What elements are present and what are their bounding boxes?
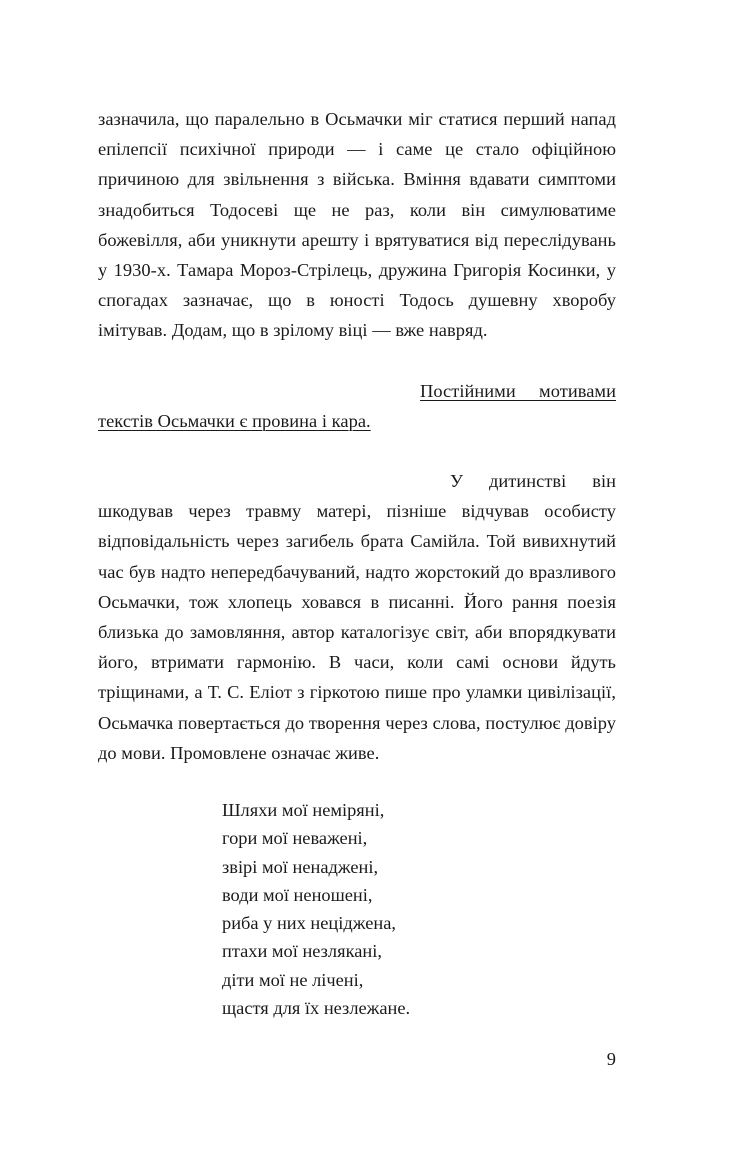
poem-line: Шляхи мої неміряні,: [222, 800, 385, 820]
poem-line: риба у них неціджена,: [222, 913, 396, 934]
paragraph-body-3: У дитинстві він шкодував через травму матері, пізніше відчував особисту відповідальність через загибель брата Самійла. Той вивихнутий час був надто непередбачуваний, надто жорстокий до вразливого Осьмачки, тож хлопець ховався в писанні. Його рання поезія близька до замовляння, автор каталогізує світ, аби впорядкувати його, втримати гармонію. В часи, коли самі основи йдуть тріщинами, а Т. С. Еліот з гіркотою пише про уламки цивілізації, Осьмачка повертається до творення через слова, постулює довіру до мови. Промовлене означає живе.: [98, 471, 616, 763]
page-number: 9: [606, 1049, 616, 1069]
poem-line: діти мої не лічені,: [222, 969, 364, 990]
underlined-statement: Постійними мотивами текстів Осьмачки є провина і кара.: [98, 380, 616, 431]
poem-line: щастя для їх незлежане.: [222, 998, 411, 1019]
poem-block: [222, 796, 622, 1022]
paragraph-body-2-underlined: [98, 376, 616, 436]
poem-line: птахи мої незлякані,: [222, 941, 382, 962]
poem-line: води мої неношені,: [222, 884, 373, 905]
poem-line: гори мої неважені,: [222, 828, 368, 849]
paragraph-body-1: зазначила, що паралельно в Осьмачки міг статися перший напад епілепсії психічної природи — і саме це стало офіційною причиною для звільнення з війська. Вміння вдавати симптоми знадобиться Тодосеві ще не раз, коли він симулюватиме божевілля, аби уникнути арешту і врятуватися від переслідувань у 1930-х. Тамара Мороз-Стрілець, дружина Григорія Косинки, у спогадах зазначає, що в юності Тодось душевну хворобу імітував. Додам, що в зрілому віці — вже навряд.: [98, 109, 616, 341]
poem-line: звірі мої ненаджені,: [222, 856, 379, 877]
text-column: [98, 104, 616, 768]
